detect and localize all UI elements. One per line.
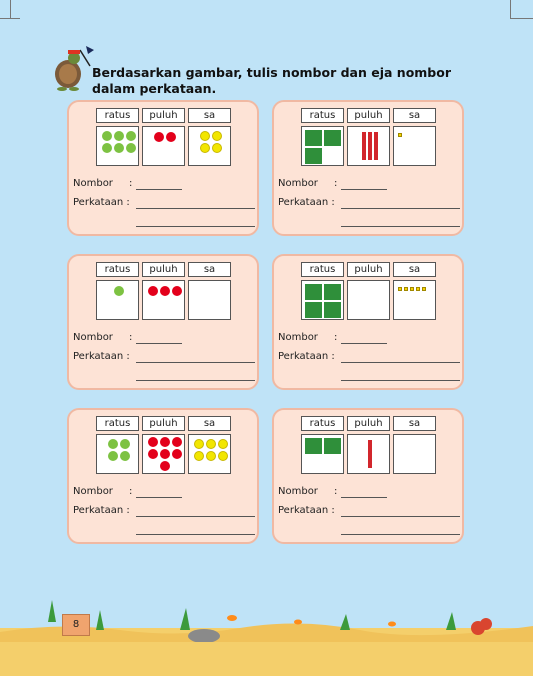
column-ratus bbox=[96, 108, 139, 166]
column-box-sa bbox=[393, 434, 436, 474]
nombor-colon: : bbox=[129, 486, 133, 497]
column-ratus bbox=[301, 262, 344, 320]
column-sa bbox=[393, 416, 436, 474]
perkataan-answer-line[interactable] bbox=[136, 226, 255, 227]
column-header-ratus: ratus bbox=[96, 108, 139, 123]
nombor-answer-line[interactable] bbox=[341, 189, 387, 190]
column-sa bbox=[188, 416, 231, 474]
nombor-label: Nombor bbox=[278, 178, 318, 189]
unit-cube bbox=[398, 287, 402, 291]
perkataan-label: Perkataan : bbox=[278, 351, 335, 362]
nombor-label: Nombor bbox=[278, 486, 318, 497]
red-counter bbox=[160, 286, 170, 296]
column-box-sa bbox=[393, 280, 436, 320]
column-header-puluh: puluh bbox=[347, 262, 390, 277]
column-header-ratus: ratus bbox=[96, 416, 139, 431]
column-box-puluh bbox=[347, 434, 390, 474]
ten-rod bbox=[374, 132, 378, 160]
column-header-puluh: puluh bbox=[142, 262, 185, 277]
green-counter bbox=[102, 131, 112, 141]
column-sa bbox=[188, 262, 231, 320]
unit-cube bbox=[422, 287, 426, 291]
perkataan-label: Perkataan : bbox=[278, 197, 335, 208]
green-counter bbox=[120, 439, 130, 449]
red-counter bbox=[160, 437, 170, 447]
column-header-sa: sa bbox=[188, 262, 231, 277]
ten-rod bbox=[368, 132, 372, 160]
red-counter bbox=[148, 286, 158, 296]
perkataan-answer-line[interactable] bbox=[341, 208, 460, 209]
column-ratus bbox=[96, 262, 139, 320]
nombor-label: Nombor bbox=[278, 332, 318, 343]
nombor-answer-line[interactable] bbox=[341, 497, 387, 498]
hundred-block bbox=[323, 301, 342, 319]
yellow-counter bbox=[194, 451, 204, 461]
green-counter bbox=[108, 439, 118, 449]
column-puluh bbox=[347, 416, 390, 474]
column-header-ratus: ratus bbox=[96, 262, 139, 277]
column-box-ratus bbox=[96, 126, 139, 166]
nombor-colon: : bbox=[129, 332, 133, 343]
column-header-sa: sa bbox=[393, 262, 436, 277]
red-counter bbox=[148, 437, 158, 447]
column-puluh bbox=[347, 108, 390, 166]
hundred-block bbox=[323, 437, 342, 455]
column-puluh bbox=[142, 262, 185, 320]
nombor-answer-line[interactable] bbox=[136, 189, 182, 190]
instruction-text: Berdasarkan gambar, tulis nombor dan eja nombor dalam perkataan. bbox=[92, 65, 452, 96]
green-counter bbox=[114, 131, 124, 141]
red-counter bbox=[148, 449, 158, 459]
column-box-sa bbox=[188, 126, 231, 166]
hundred-block bbox=[323, 129, 342, 147]
perkataan-answer-line[interactable] bbox=[136, 516, 255, 517]
column-header-sa: sa bbox=[188, 416, 231, 431]
column-box-puluh bbox=[347, 280, 390, 320]
green-counter bbox=[114, 143, 124, 153]
hundred-block bbox=[304, 437, 323, 455]
perkataan-answer-line[interactable] bbox=[136, 362, 255, 363]
column-sa bbox=[188, 108, 231, 166]
green-counter bbox=[102, 143, 112, 153]
column-header-ratus: ratus bbox=[301, 262, 344, 277]
perkataan-label: Perkataan : bbox=[73, 351, 130, 362]
yellow-counter bbox=[212, 143, 222, 153]
hundred-block bbox=[304, 129, 323, 147]
yellow-counter bbox=[206, 439, 216, 449]
column-box-ratus bbox=[96, 280, 139, 320]
unit-cube bbox=[398, 133, 402, 137]
hundred-block bbox=[304, 283, 323, 301]
perkataan-answer-line[interactable] bbox=[341, 362, 460, 363]
exercise-card bbox=[272, 254, 464, 390]
red-counter bbox=[160, 461, 170, 471]
crop-mark bbox=[10, 0, 11, 18]
column-header-sa: sa bbox=[393, 108, 436, 123]
nombor-colon: : bbox=[334, 332, 338, 343]
column-box-puluh bbox=[142, 434, 185, 474]
yellow-counter bbox=[194, 439, 204, 449]
column-box-ratus bbox=[301, 434, 344, 474]
nombor-label: Nombor bbox=[73, 486, 113, 497]
column-header-sa: sa bbox=[188, 108, 231, 123]
column-header-ratus: ratus bbox=[301, 108, 344, 123]
yellow-counter bbox=[200, 131, 210, 141]
column-header-puluh: puluh bbox=[347, 108, 390, 123]
column-box-sa bbox=[393, 126, 436, 166]
unit-cube bbox=[410, 287, 414, 291]
column-sa bbox=[393, 108, 436, 166]
nombor-colon: : bbox=[129, 178, 133, 189]
hundred-block bbox=[304, 301, 323, 319]
yellow-counter bbox=[206, 451, 216, 461]
nombor-label: Nombor bbox=[73, 332, 113, 343]
column-header-ratus: ratus bbox=[301, 416, 344, 431]
hundred-block bbox=[304, 147, 323, 165]
crop-mark bbox=[510, 0, 511, 18]
perkataan-label: Perkataan : bbox=[73, 197, 130, 208]
red-counter bbox=[172, 437, 182, 447]
column-box-ratus bbox=[301, 126, 344, 166]
yellow-counter bbox=[218, 439, 228, 449]
nombor-colon: : bbox=[334, 486, 338, 497]
yellow-counter bbox=[200, 143, 210, 153]
column-sa bbox=[393, 262, 436, 320]
column-box-puluh bbox=[347, 126, 390, 166]
crop-mark bbox=[510, 18, 533, 19]
perkataan-answer-line[interactable] bbox=[341, 534, 460, 535]
exercise-card bbox=[67, 100, 259, 236]
column-ratus bbox=[96, 416, 139, 474]
perkataan-answer-line[interactable] bbox=[341, 226, 460, 227]
green-counter bbox=[114, 286, 124, 296]
column-header-puluh: puluh bbox=[142, 108, 185, 123]
exercise-card bbox=[67, 408, 259, 544]
perkataan-label: Perkataan : bbox=[73, 505, 130, 516]
nombor-answer-line[interactable] bbox=[136, 497, 182, 498]
perkataan-answer-line[interactable] bbox=[341, 516, 460, 517]
column-box-puluh bbox=[142, 280, 185, 320]
column-header-sa: sa bbox=[393, 416, 436, 431]
unit-cube bbox=[416, 287, 420, 291]
exercise-card bbox=[67, 254, 259, 390]
red-counter bbox=[172, 286, 182, 296]
perkataan-answer-line[interactable] bbox=[136, 380, 255, 381]
column-header-puluh: puluh bbox=[142, 416, 185, 431]
column-puluh bbox=[347, 262, 390, 320]
perkataan-answer-line[interactable] bbox=[341, 380, 460, 381]
column-box-sa bbox=[188, 280, 231, 320]
nombor-colon: : bbox=[334, 178, 338, 189]
nombor-answer-line[interactable] bbox=[341, 343, 387, 344]
nombor-answer-line[interactable] bbox=[136, 343, 182, 344]
ten-rod bbox=[362, 132, 366, 160]
green-counter bbox=[126, 131, 136, 141]
red-counter bbox=[154, 132, 164, 142]
green-counter bbox=[126, 143, 136, 153]
column-box-sa bbox=[188, 434, 231, 474]
ten-rod bbox=[368, 440, 372, 468]
red-counter bbox=[166, 132, 176, 142]
red-counter bbox=[160, 449, 170, 459]
nombor-label: Nombor bbox=[73, 178, 113, 189]
green-counter bbox=[120, 451, 130, 461]
column-ratus bbox=[301, 416, 344, 474]
page-number: 8 bbox=[62, 614, 90, 636]
exercise-card bbox=[272, 100, 464, 236]
column-puluh bbox=[142, 108, 185, 166]
hundred-block bbox=[323, 283, 342, 301]
column-header-puluh: puluh bbox=[347, 416, 390, 431]
red-counter bbox=[172, 449, 182, 459]
column-puluh bbox=[142, 416, 185, 474]
crop-mark bbox=[0, 18, 20, 19]
column-ratus bbox=[301, 108, 344, 166]
perkataan-answer-line[interactable] bbox=[136, 208, 255, 209]
column-box-ratus bbox=[301, 280, 344, 320]
perkataan-label: Perkataan : bbox=[278, 505, 335, 516]
column-box-ratus bbox=[96, 434, 139, 474]
yellow-counter bbox=[212, 131, 222, 141]
yellow-counter bbox=[218, 451, 228, 461]
column-box-puluh bbox=[142, 126, 185, 166]
unit-cube bbox=[404, 287, 408, 291]
exercise-card bbox=[272, 408, 464, 544]
perkataan-answer-line[interactable] bbox=[136, 534, 255, 535]
green-counter bbox=[108, 451, 118, 461]
